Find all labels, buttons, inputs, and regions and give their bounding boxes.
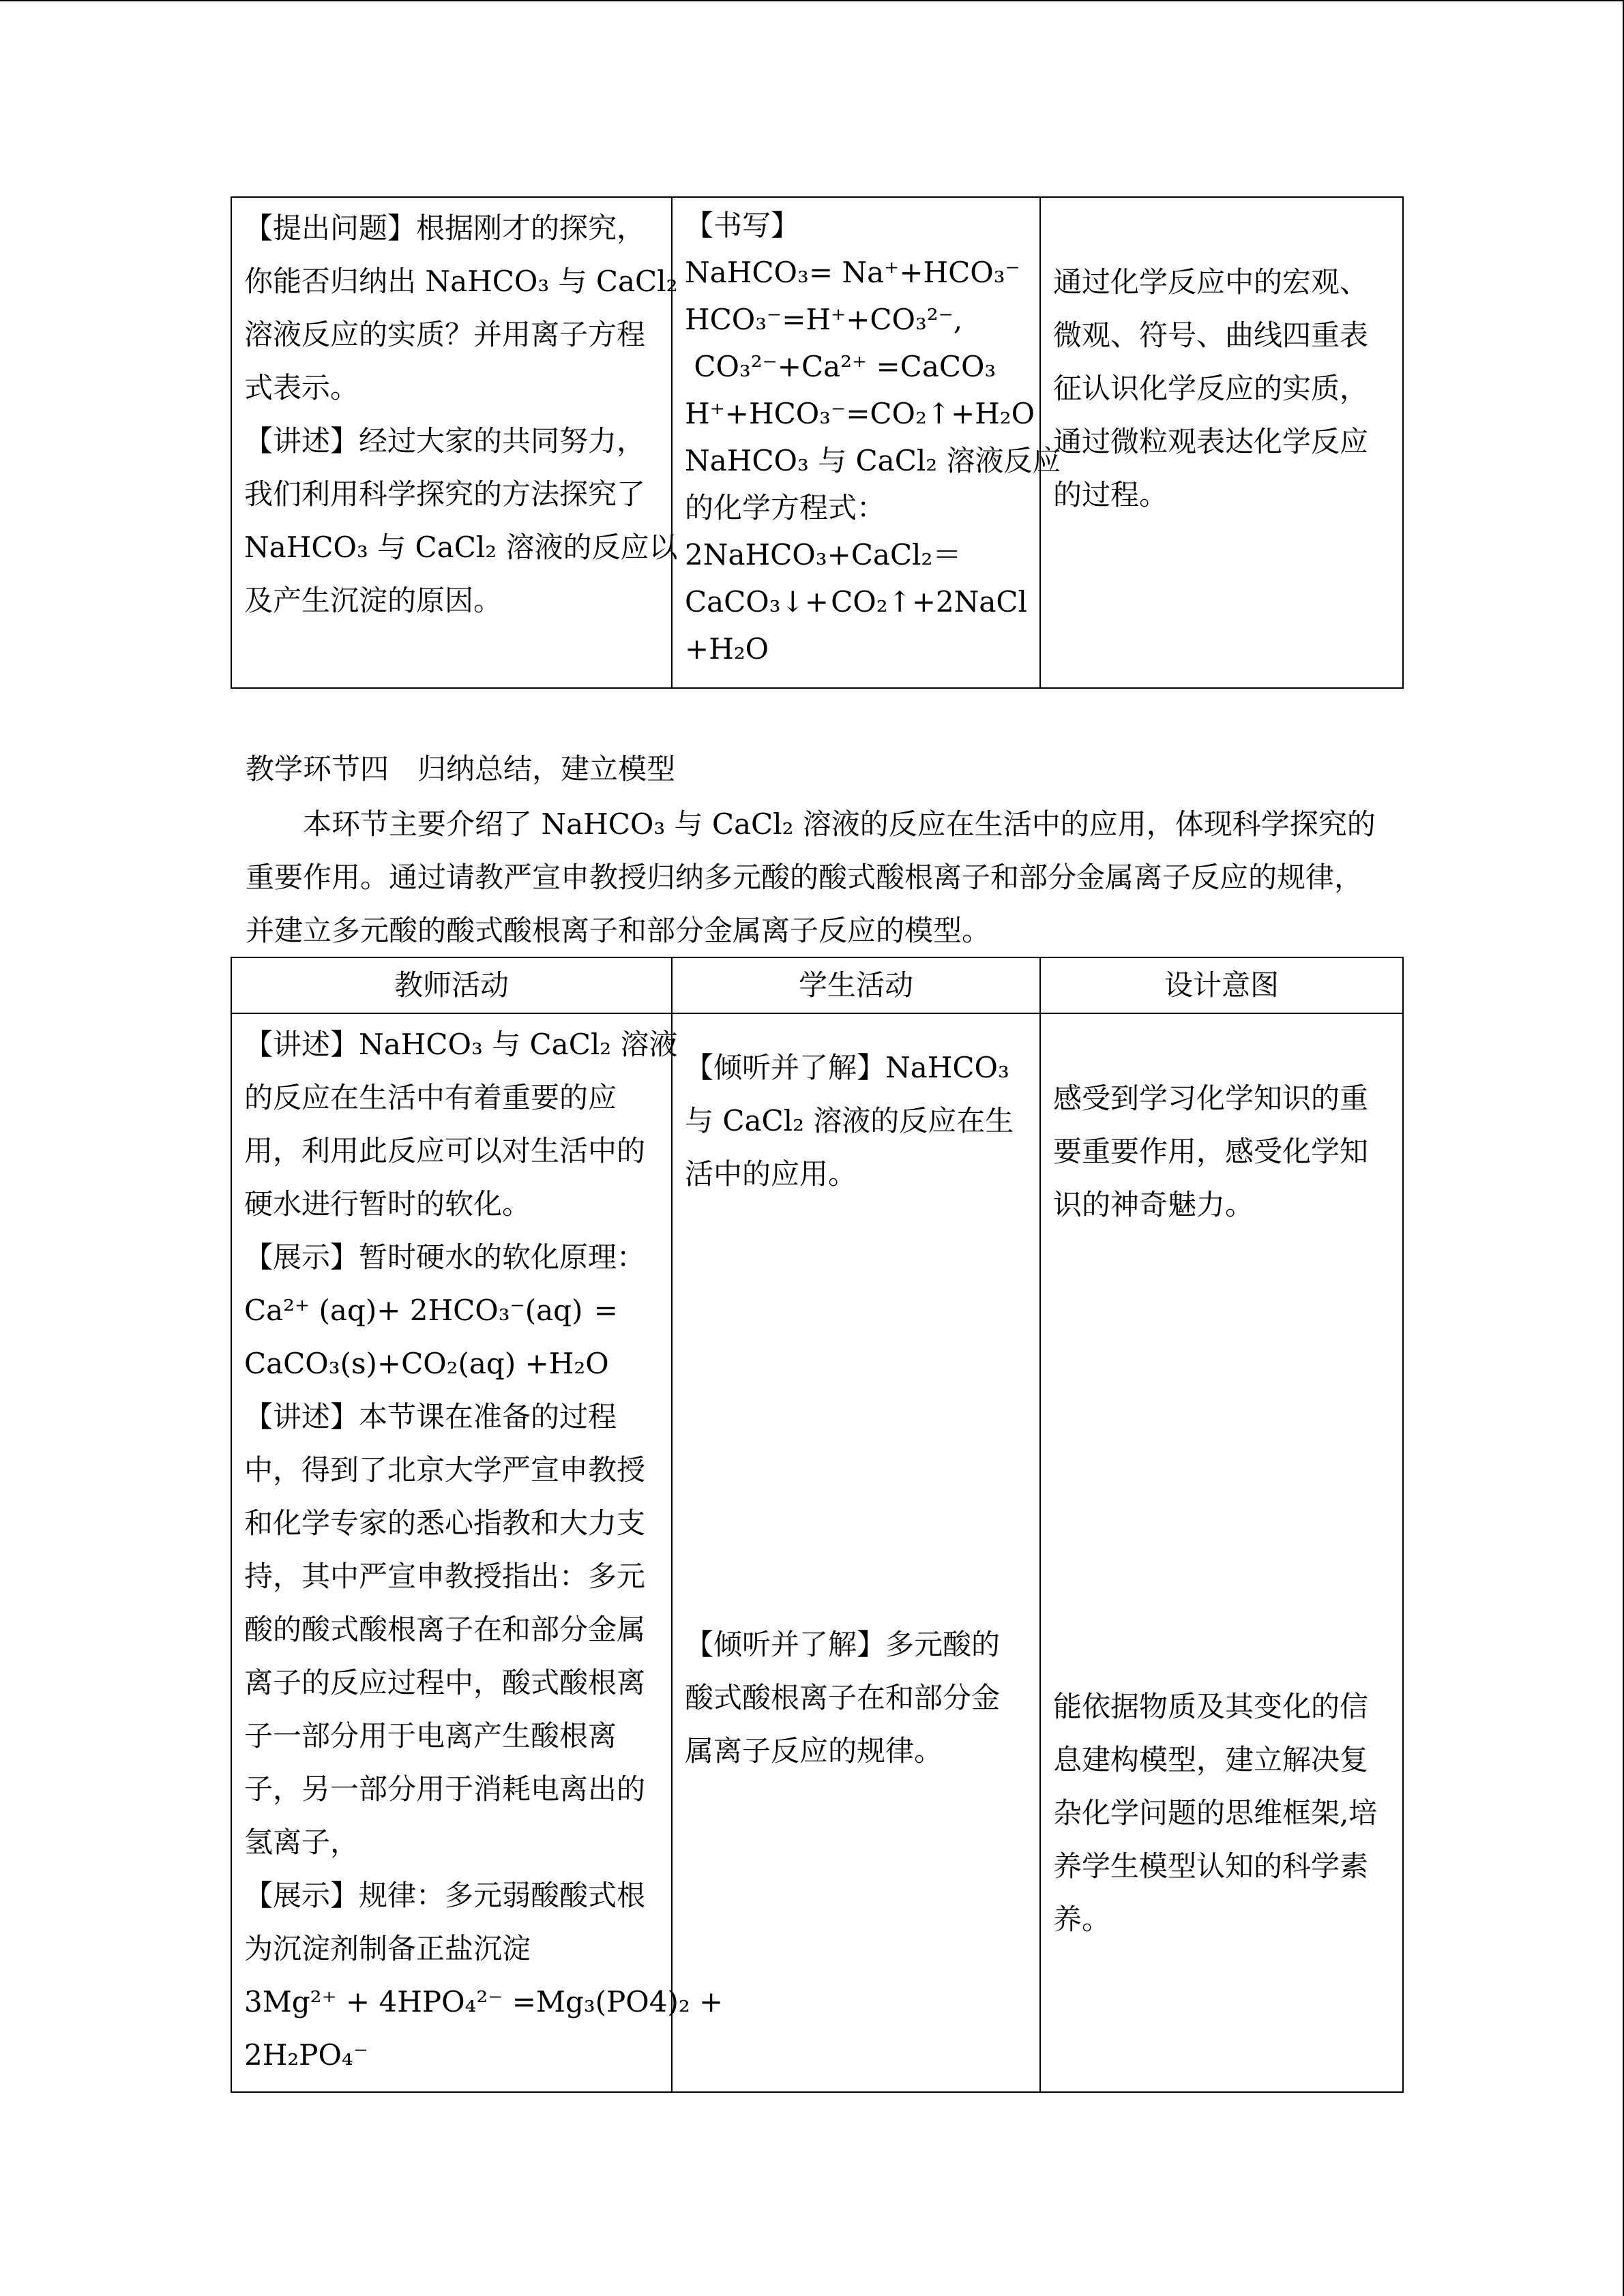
- table-row: [231, 197, 1403, 688]
- teacher-activity-cell: [231, 1013, 724, 2092]
- text-line: 【倾听并了解】多元酸的: [685, 1628, 1001, 1661]
- equation-part-left: Ca²⁺ (aq)+ 2HCO₃⁻(aq): [244, 1294, 583, 1327]
- text-line: 要重要作用，感受化学知: [1053, 1135, 1369, 1168]
- teacher-activity-cell: [231, 197, 678, 688]
- text-line: 溶液反应的实质？并用离子方程: [244, 318, 646, 351]
- equation-line: HCO₃⁻=H⁺+CO₃²⁻,: [685, 303, 963, 336]
- equation-line-split: [685, 578, 1027, 625]
- text-line: NaHCO₃ 与 CaCl₂ 溶液的反应以: [244, 531, 678, 564]
- text-line: 通过化学反应中的宏观、: [1053, 265, 1369, 299]
- text-line: 与 CaCl₂ 溶液的反应在生: [685, 1104, 1014, 1137]
- student-activity-block: [685, 1618, 1027, 1778]
- text-line: 识的神奇魅力。: [1053, 1188, 1254, 1221]
- text-line: 式表示。: [244, 371, 359, 404]
- table-row: [231, 1013, 1403, 2092]
- text-line: 的化学方程式：: [685, 491, 886, 524]
- equation-line-split: [244, 1284, 659, 1337]
- text-line: 为沉淀剂制备正盐沉淀: [244, 1932, 531, 1965]
- equation-line: 3Mg²⁺ + 4HPO₄²⁻ =Mg₃(PO4)₂ +: [244, 1985, 724, 2018]
- text-line: 子一部分用于电离产生酸根离: [244, 1719, 617, 1753]
- text-line: 持，其中严宣申教授指出：多元: [244, 1560, 646, 1593]
- student-activity-block: [685, 1041, 1027, 1201]
- text-line: 杂化学问题的思维框架,培: [1053, 1796, 1378, 1830]
- text-line: 中，得到了北京大学严宣申教授: [244, 1453, 646, 1487]
- text-line: 息建构模型，建立解决复: [1053, 1743, 1369, 1776]
- design-intent-block: [1053, 1680, 1390, 1946]
- text-line: 【倾听并了解】NaHCO₃: [685, 1051, 1009, 1084]
- text-line: 子，另一部分用于消耗电离出的: [244, 1772, 646, 1806]
- text-line: 活中的应用。: [685, 1157, 857, 1191]
- column-header-teacher: 教师活动: [231, 957, 672, 1013]
- text-line: 【讲述】本节课在准备的过程: [244, 1400, 617, 1433]
- text-line: 【提出问题】根据刚才的探究，: [244, 211, 646, 245]
- equation-line: 2H₂PO₄⁻: [244, 2038, 368, 2072]
- text-line: 【展示】暂时硬水的软化原理：: [244, 1240, 646, 1274]
- text-line: 【展示】规律：多元弱酸酸式根: [244, 1879, 646, 1912]
- design-intent-cell: [1040, 1013, 1403, 2092]
- text-line: 感受到学习化学知识的重: [1053, 1082, 1369, 1115]
- text-line: 用，利用此反应可以对生活中的: [244, 1134, 646, 1167]
- equation-part-right: CO₂↑+2NaCl: [831, 585, 1027, 618]
- equation-line: CaCO₃(s)+CO₂(aq) +H₂O: [244, 1347, 609, 1380]
- text-line: 我们利用科学探究的方法探究了: [244, 477, 646, 511]
- text-line: 你能否归纳出 NaHCO₃ 与 CaCl₂: [244, 265, 678, 298]
- equation-part-left: CaCO₃↓+: [685, 585, 829, 618]
- equation-line: 2NaHCO₃+CaCl₂＝: [685, 538, 962, 571]
- text-line: 养。: [1053, 1903, 1111, 1936]
- equation-part-right: =: [593, 1294, 618, 1327]
- text-line: 的过程。: [1053, 478, 1168, 511]
- text-line: 酸的酸式酸根离子在和部分金属: [244, 1613, 646, 1646]
- text-line: 通过微粒观表达化学反应: [1053, 425, 1369, 458]
- column-header-intent: 设计意图: [1040, 957, 1403, 1013]
- equation-line: H⁺+HCO₃⁻=CO₂↑+H₂O: [685, 397, 1035, 430]
- text-line: 氢离子，: [244, 1825, 359, 1859]
- equation-line: NaHCO₃= Na⁺+HCO₃⁻: [685, 256, 1020, 289]
- section-heading: 教学环节四 归纳总结，建立模型: [246, 752, 676, 786]
- text-line: 养学生模型认知的科学素: [1053, 1849, 1369, 1883]
- text-line: NaHCO₃ 与 CaCl₂ 溶液反应: [685, 444, 1061, 477]
- text-line: 【书写】: [685, 209, 800, 242]
- text-line: 的反应在生活中有着重要的应: [244, 1081, 617, 1114]
- text-line: 【讲述】NaHCO₃ 与 CaCl₂ 溶液: [244, 1028, 678, 1061]
- table-header-row: [231, 957, 1403, 1013]
- text-line: 硬水进行暂时的软化。: [244, 1187, 531, 1221]
- equation-line: CO₃²⁻+Ca²⁺ =CaCO₃: [685, 350, 996, 383]
- design-intent-cell: [1040, 197, 1403, 688]
- text-line: 酸式酸根离子在和部分金: [685, 1681, 1001, 1714]
- column-header-student: 学生活动: [672, 957, 1040, 1013]
- text-line: 和化学专家的悉心指教和大力支: [244, 1506, 646, 1540]
- student-activity-cell: [672, 1013, 1040, 2092]
- student-activity-cell: [672, 197, 1061, 688]
- lesson-table-2: [231, 957, 1404, 2093]
- text-line: 征认识化学反应的实质，: [1053, 372, 1369, 405]
- design-intent-block: [1053, 1072, 1390, 1232]
- text-line: 及产生沉淀的原因。: [244, 584, 503, 617]
- section-intro-paragraph: 本环节主要介绍了 NaHCO₃ 与 CaCl₂ 溶液的反应在生活中的应用，体现科学探究的重要作用。通过请教严宣申教授归纳多元酸的酸式酸根离子和部分金属离子反应的规律，并建立多元酸的酸式酸根离子和部分金属离子反应的模型。: [246, 807, 1376, 947]
- text-line: 属离子反应的规律。: [685, 1734, 943, 1768]
- text-line: 能依据物质及其变化的信: [1053, 1690, 1369, 1723]
- lesson-table-1: [231, 196, 1404, 689]
- text-line: 【讲述】经过大家的共同努力，: [244, 424, 646, 458]
- text-line: 离子的反应过程中，酸式酸根离: [244, 1666, 646, 1699]
- equation-line: +H₂O: [685, 632, 769, 666]
- text-line: 微观、符号、曲线四重表: [1053, 318, 1369, 352]
